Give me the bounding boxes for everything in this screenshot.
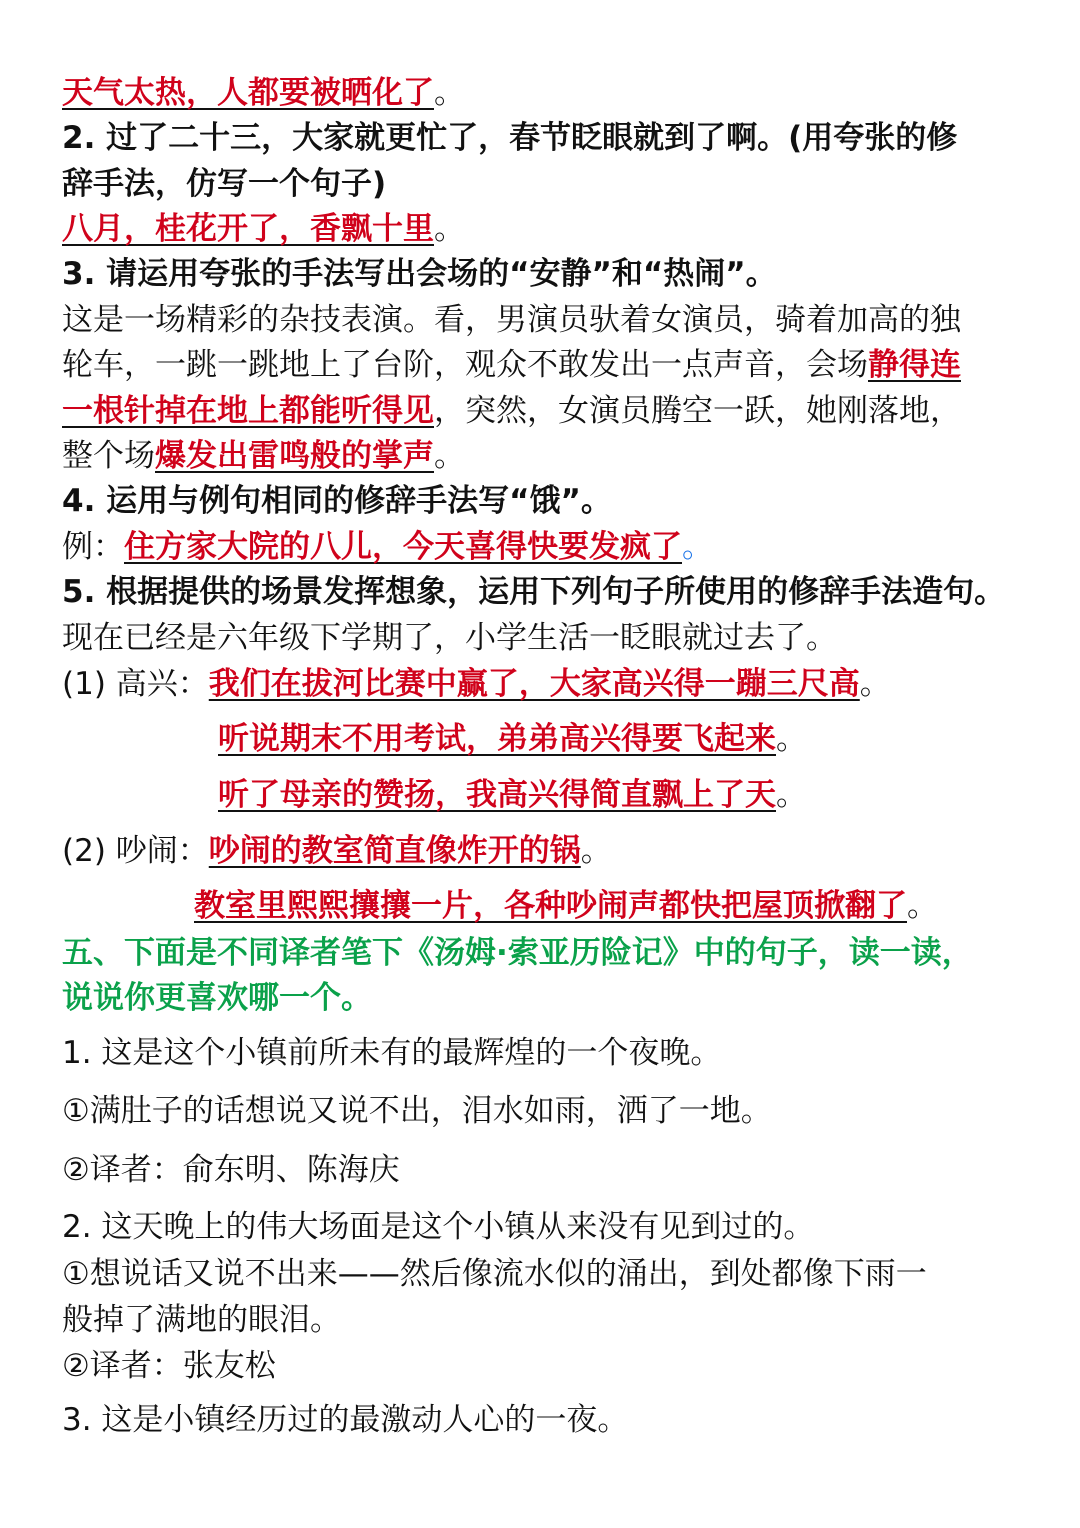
q5-scene: 现在已经是六年级下学期了，小学生活一眨眼就过去了。 [62,620,837,656]
item2-sentence: 2. 这天晚上的伟大场面是这个小镇从来没有见到过的。 [62,1209,815,1245]
passage-text: ，突然，女演员腾空一跃，她刚落地， [434,393,961,429]
item3-sentence: 3. 这是小镇经历过的最激动人心的一夜。 [62,1402,629,1438]
period: 。 [434,438,465,474]
answer-text: 爆发出雷鸣般的掌声 [155,438,434,474]
period: 。 [434,75,465,111]
answer-text: 一根针掉在地上都能听得见 [62,393,434,429]
q3-passage-line4 [62,434,1050,478]
item1-option-b: ②译者：俞东明、陈海庆 [62,1152,400,1188]
period: 。 [580,833,612,869]
prompt-label: (1) 高兴： [62,666,209,702]
prompt-label: (2) 吵闹： [62,833,209,869]
q3-passage-line3 [62,389,1050,433]
top-answer-line [62,71,1050,115]
item1-option-a: ①满肚子的话想说又说不出，泪水如雨，洒了一地。 [62,1093,772,1129]
item2-option-a-line2: 般掉了满地的眼泪。 [62,1302,341,1338]
q2-title-line1: 2. 过了二十三，大家就更忙了，春节眨眼就到了啊。(用夸张的修 [62,120,958,156]
q5-title: 5. 根据提供的场景发挥想象，运用下列句子所使用的修辞手法造句。 [62,574,1006,610]
period: 。 [859,666,891,702]
item2-option-b: ②译者：张友松 [62,1348,276,1384]
period: 。 [776,777,807,813]
period: 。 [907,888,938,924]
answer-text: 吵闹的教室简直像炸开的锅 [208,833,581,869]
q2-answer-line [62,207,1050,251]
answer-text: 我们在拔河比赛中赢了，大家高兴得一蹦三尺高 [208,666,860,702]
passage-text: 整个场 [62,438,155,474]
q5-p1-line3 [218,773,1050,817]
answer-text: 教室里熙熙攘攘一片，各种吵闹声都快把屋顶掀翻了 [194,888,907,924]
example-label: 例： [62,529,124,565]
q4-title: 4. 运用与例句相同的修辞手法写“饿”。 [62,483,612,519]
q3-passage-line2 [62,343,1050,387]
answer-text: 天气太热，人都要被晒化了 [62,75,434,111]
item1-sentence: 1. 这是这个小镇前所未有的最辉煌的一个夜晚。 [62,1035,722,1071]
section5-title-line1: 五、下面是不同译者笔下《汤姆·索亚历险记》中的句子，读一读， [62,935,973,971]
period: 。 [434,211,465,247]
period: 。 [682,529,713,565]
answer-text: 静得连 [868,347,961,383]
q2-title-line2: 辞手法，仿写一个句子) [62,166,387,202]
period: 。 [776,721,807,757]
item2-option-a-line1: ①想说话又说不出来——然后像流水似的涌出，到处都像下雨一 [62,1256,927,1292]
q5-p1-line1 [62,662,1050,706]
answer-text: 八月，桂花开了，香飘十里 [62,211,434,247]
q3-title: 3. 请运用夸张的手法写出会场的“安静”和“热闹”。 [62,256,777,292]
answer-text: 听了母亲的赞扬，我高兴得简直飘上了天 [218,777,776,813]
section5-title-line2: 说说你更喜欢哪一个。 [62,980,372,1016]
passage-text: 轮车，一跳一跳地上了台阶，观众不敢发出一点声音，会场 [62,347,868,383]
answer-text: 住方家大院的八儿，今天喜得快要发疯了 [124,529,682,565]
q5-p2-line2 [194,884,1050,928]
q5-p2-line1 [62,829,1050,873]
q5-p1-line2 [218,717,1050,761]
q3-passage-line1: 这是一场精彩的杂技表演。看，男演员驮着女演员，骑着加高的独 [62,302,961,338]
answer-text: 听说期末不用考试，弟弟高兴得要飞起来 [218,721,776,757]
q4-example-line [62,525,1050,569]
